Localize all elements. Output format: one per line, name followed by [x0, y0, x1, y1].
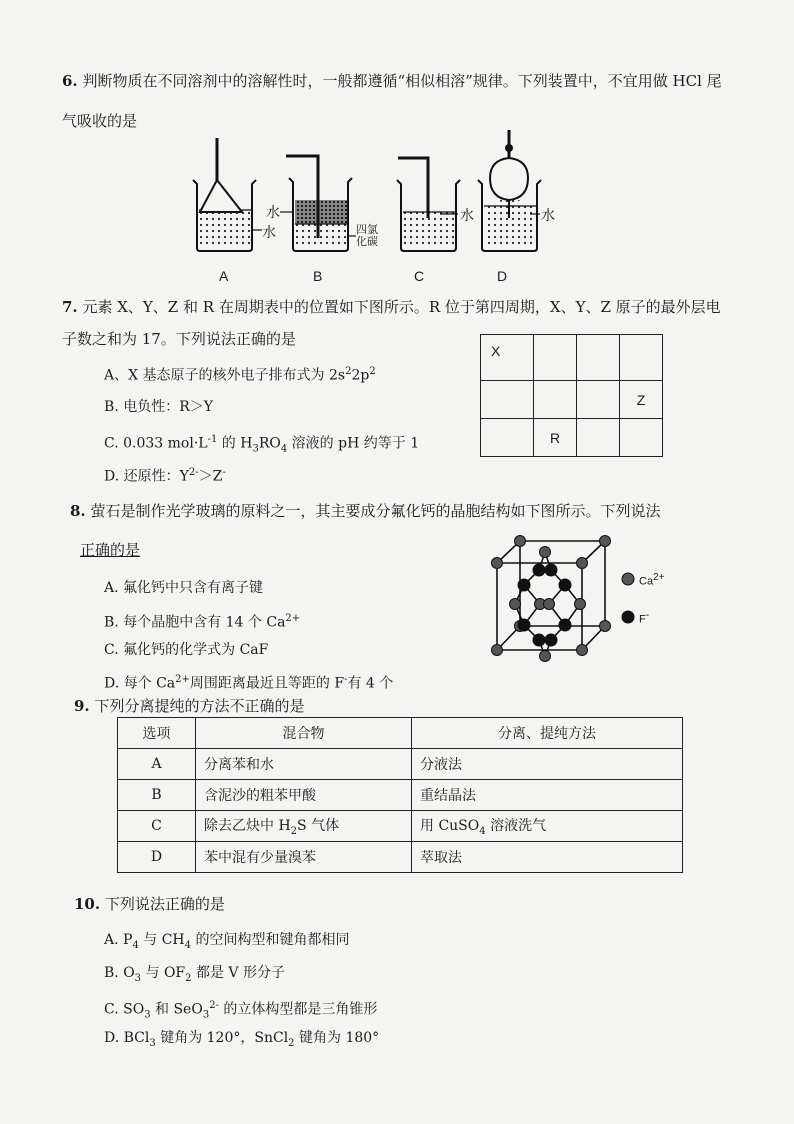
- q10-c-sup: 2-: [209, 1000, 219, 1011]
- legend-ca-text: Ca: [639, 575, 654, 588]
- table-row: [118, 811, 683, 842]
- q9-table: [117, 717, 683, 873]
- q7-a-sup1: 2: [345, 366, 352, 377]
- q8-b-sup: 2+: [285, 613, 301, 624]
- q9-number: 9.: [74, 697, 90, 715]
- q8-d-text: D. 每个 Ca: [104, 675, 176, 692]
- periodic-table-fragment: [480, 334, 663, 457]
- label-c: C: [414, 268, 425, 284]
- row-method-text: 用 CuSO: [420, 818, 480, 835]
- beaker-d: [478, 130, 541, 251]
- header-method: 分离、提纯方法: [412, 718, 683, 749]
- ccl4-label-line1: 四氯: [356, 224, 378, 236]
- q7-text-line1: 元素 X、Y、Z 和 R 在周期表中的位置如下图所示。R 位于第四周期，X、Y、Z 原子的最外层电: [82, 298, 721, 316]
- q10-c-mid: 和 SeO: [150, 1001, 203, 1018]
- beaker-a-water-label: 水: [262, 224, 276, 240]
- q7-option-a: [104, 362, 376, 386]
- row-mixture-post: S 气体: [297, 818, 340, 835]
- legend-f-sup: -: [645, 610, 650, 621]
- q7-a-sup2: 2: [369, 366, 376, 377]
- q7-d-sup2: -: [222, 467, 226, 478]
- q8-option-b: [104, 609, 300, 633]
- q10-b-post: 都是 V 形分子: [191, 965, 285, 981]
- q10-number: 10.: [74, 895, 101, 913]
- header-option: 选项: [118, 718, 196, 749]
- row-mixture: [196, 811, 412, 842]
- beaker-b: [280, 156, 356, 251]
- beaker-a: [193, 138, 262, 251]
- legend-f: [639, 610, 649, 626]
- q9-stem: [74, 695, 304, 717]
- q10-a-mid: 与 CH: [138, 932, 185, 948]
- q8-number: 8.: [70, 502, 86, 520]
- q8-d-mid: 周围距离最近且等距的 F: [189, 675, 345, 692]
- row-option: B: [118, 780, 196, 811]
- q7-a-text: A、X 基态原子的核外电子排布式为 2s: [104, 367, 346, 384]
- q10-option-c: [104, 996, 377, 1025]
- cell-z: Z: [620, 381, 663, 419]
- q10-a-sub1: 4: [132, 939, 139, 951]
- beaker-d-water-label: 水: [541, 207, 555, 223]
- row-method: 萃取法: [412, 842, 683, 873]
- label-a: A: [219, 268, 229, 284]
- q10-b-sub1: 3: [134, 972, 142, 984]
- q8-option-d: [104, 670, 393, 694]
- q8-stem-line1: [70, 500, 660, 522]
- q10-c-text: C. SO: [104, 1001, 145, 1018]
- row-option: D: [118, 842, 196, 873]
- q7-stem-line1: [62, 296, 721, 318]
- q7-option-d: [104, 463, 226, 487]
- legend-f-text: F: [639, 613, 646, 626]
- q10-c-sub1: 3: [144, 1009, 151, 1021]
- row-method-sub: 4: [479, 825, 486, 837]
- q10-b-sub2: 2: [185, 972, 192, 984]
- q10-a-post: 的空间构型和键角都相同: [191, 932, 350, 948]
- q7-d-sup1: 2-: [188, 467, 199, 478]
- q10-a-text: A. P: [104, 932, 133, 948]
- row-method-post: 溶液洗气: [485, 818, 547, 835]
- q6-number: 6.: [62, 72, 78, 90]
- grid-cell: [577, 335, 620, 381]
- q10-option-b: [104, 963, 285, 989]
- q10-d-text: D. BCl: [104, 1030, 150, 1046]
- q7-c-sub1: 3: [252, 443, 259, 455]
- grid-cell: [534, 335, 577, 381]
- q10-a-sub2: 4: [184, 939, 192, 951]
- q10-stem: [74, 893, 225, 915]
- table-row: [118, 842, 683, 873]
- q10-text: 下列说法正确的是: [104, 895, 225, 913]
- beaker-c: [397, 158, 460, 251]
- row-mixture: 分离苯和水: [196, 749, 412, 780]
- legend-ca-sup: 2+: [653, 572, 665, 583]
- header-mixture: 混合物: [196, 718, 412, 749]
- q6-stem-line1: [62, 70, 722, 92]
- q7-d-mid: ＞Z: [198, 468, 223, 485]
- q9-text: 下列分离提纯的方法不正确的是: [94, 697, 305, 715]
- q7-c-post: 溶液的 pH 约等于 1: [287, 435, 420, 452]
- q10-d-sub2: 2: [288, 1037, 295, 1049]
- q8-b-text: B. 每个晶胞中含有 14 个 Ca: [104, 614, 286, 631]
- beaker-b-water-label: 水: [266, 204, 280, 220]
- q8-stem-line2: 正确的是: [80, 541, 141, 559]
- q7-c-sub2: 4: [280, 443, 288, 455]
- q7-option-b: B. 电负性：R＞Y: [104, 399, 213, 415]
- q7-number: 7.: [62, 298, 78, 316]
- grid-cell: [577, 419, 620, 457]
- row-mixture: 含泥沙的粗苯甲酸: [196, 780, 412, 811]
- label-b: B: [313, 268, 323, 284]
- q8-d-sup: 2+: [175, 674, 190, 685]
- q6-text-line1: 判断物质在不同溶剂中的溶解性时，一般都遵循“相似相溶”规律。下列装置中，不宜用做 HCl 尾: [82, 72, 722, 90]
- q7-option-c: [104, 430, 419, 459]
- row-method: [412, 811, 683, 842]
- beaker-c-water-label: 水: [460, 207, 474, 223]
- row-mixture-sub: 2: [290, 825, 298, 837]
- q8-option-a: A. 氟化钙中只含有离子键: [104, 580, 264, 596]
- q8-option-c: C. 氟化钙的化学式为 CaF: [104, 642, 269, 658]
- legend-ca: [639, 572, 664, 588]
- grid-cell: [481, 419, 534, 457]
- q10-b-text: B. O: [104, 965, 135, 981]
- q7-c-text: C. 0.033 mol·L: [104, 435, 208, 452]
- q10-b-mid: 与 OF: [141, 965, 186, 981]
- row-method: 重结晶法: [412, 780, 683, 811]
- table-row: [118, 749, 683, 780]
- q7-c-mid2: RO: [258, 435, 281, 452]
- q7-c-sup: -1: [207, 434, 218, 445]
- q8-d-post: 有 4 个: [347, 675, 394, 692]
- row-mixture: 苯中混有少量溴苯: [196, 842, 412, 873]
- row-option: A: [118, 749, 196, 780]
- q10-d-post: 键角为 180°: [294, 1030, 380, 1046]
- q7-d-text: D. 还原性：Y: [104, 468, 189, 485]
- ccl4-label-line2: 化碳: [356, 236, 378, 248]
- q6-stem-line2: 气吸收的是: [62, 112, 138, 130]
- q7-a-mid: 2p: [351, 367, 370, 384]
- q10-option-d: [104, 1028, 379, 1054]
- grid-cell: [620, 335, 663, 381]
- q7-c-mid: 的 H: [217, 435, 253, 452]
- table-header-row: [118, 718, 683, 749]
- row-method: 分液法: [412, 749, 683, 780]
- q10-c-post: 的立体构型都是三角锥形: [218, 1001, 378, 1018]
- q8-d-sup2: -: [344, 674, 348, 685]
- q7-stem-line2: 子数之和为 17。下列说法正确的是: [62, 330, 296, 348]
- q10-c-sub2: 3: [202, 1009, 210, 1021]
- cell-r: R: [534, 419, 577, 457]
- row-option: C: [118, 811, 196, 842]
- q10-d-mid: 键角为 120°，SnCl: [155, 1030, 289, 1046]
- q8-text-line1: 萤石是制作光学玻璃的原料之一，其主要成分氟化钙的晶胞结构如下图所示。下列说法: [90, 502, 661, 520]
- beaker-b-ccl4-label: [356, 224, 378, 248]
- q10-option-a: [104, 930, 349, 956]
- grid-cell: [534, 381, 577, 419]
- q10-d-sub1: 3: [149, 1037, 156, 1049]
- row-mixture-text: 除去乙炔中 H: [204, 818, 291, 835]
- label-d: D: [497, 268, 508, 284]
- grid-cell: [481, 381, 534, 419]
- grid-cell: [620, 419, 663, 457]
- cell-x: X: [481, 335, 534, 381]
- table-row: [118, 780, 683, 811]
- grid-cell: [577, 381, 620, 419]
